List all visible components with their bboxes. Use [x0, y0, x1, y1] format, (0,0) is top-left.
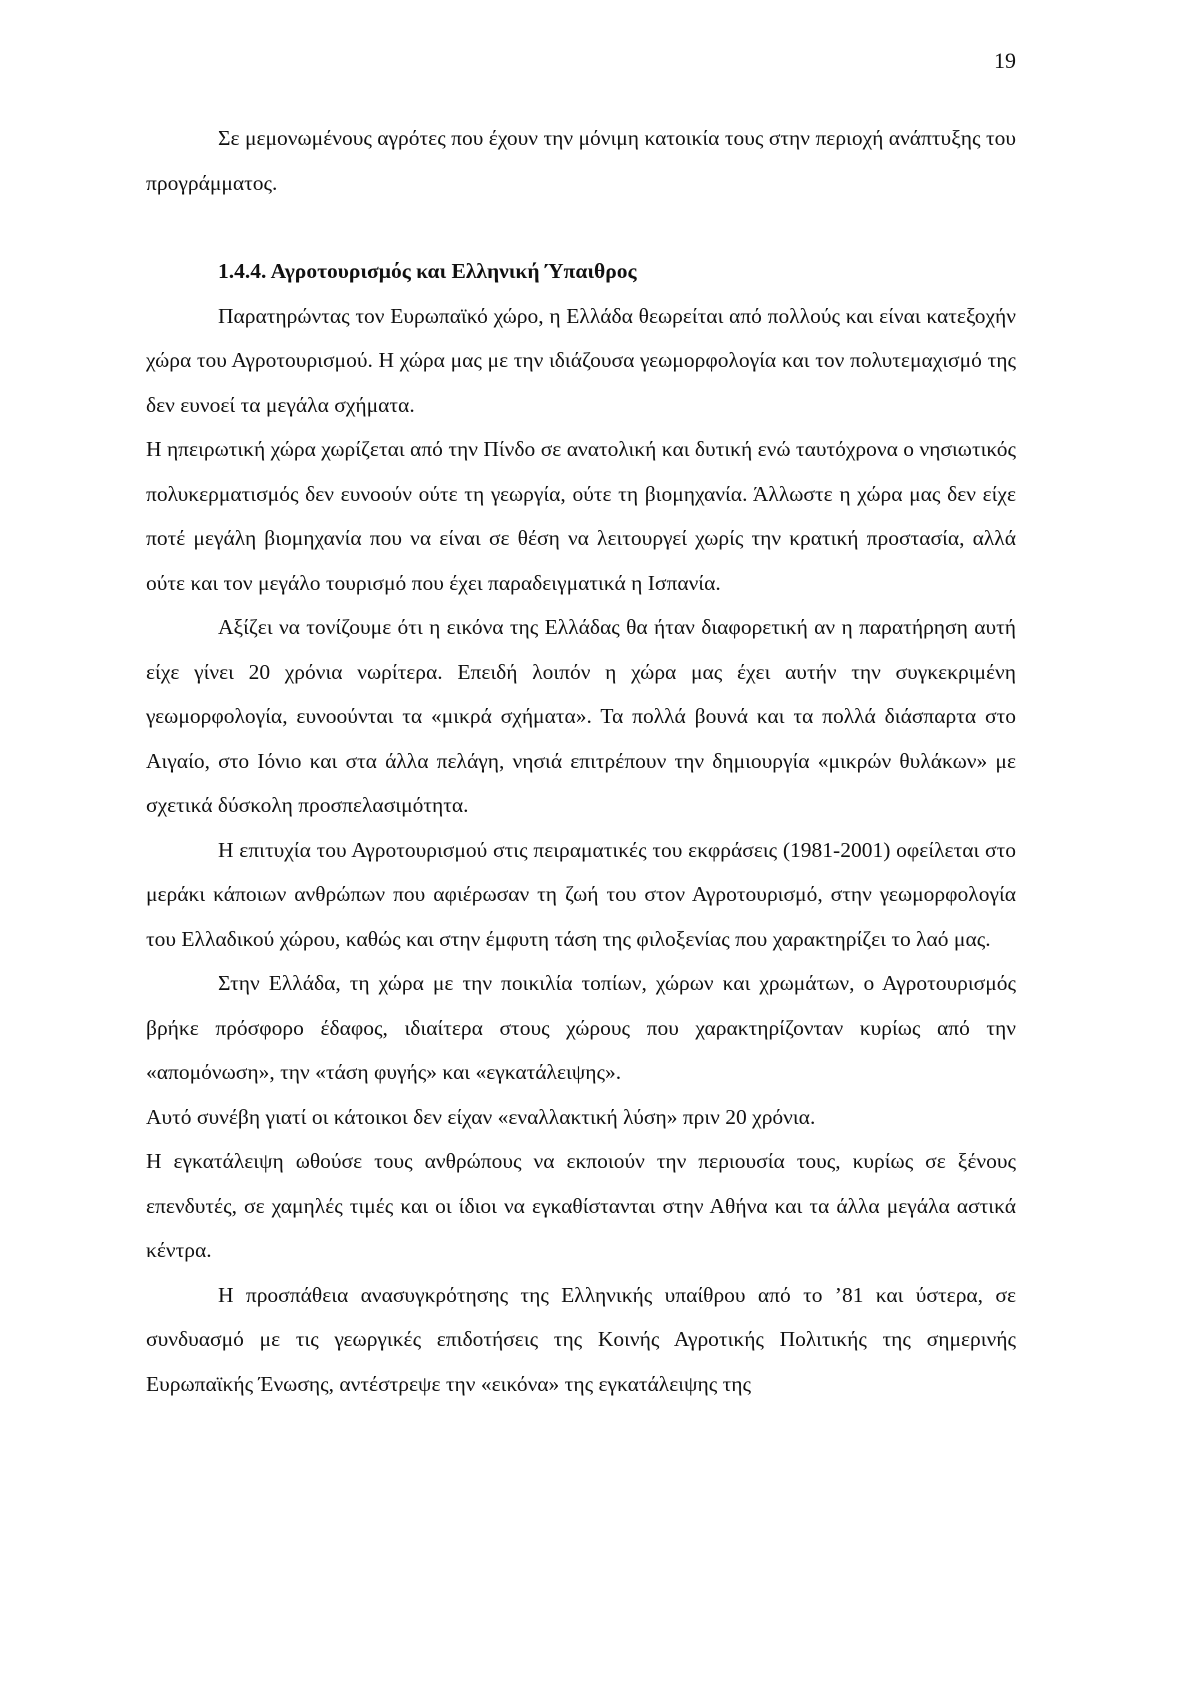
- section-heading: [146, 249, 1016, 294]
- document-body: [146, 116, 1016, 1406]
- paragraph: Η εγκατάλειψη ωθούσε τους ανθρώπους να εκποιούν την περιουσία τους, κυρίως σε ξένους επενδυτές, σε χαμηλές τιμές και οι ίδιοι να εγκαθίστανται στην Αθήνα και τα άλλα μεγάλα αστικά κέντρα.: [146, 1149, 1016, 1262]
- page-number: 19: [994, 48, 1016, 73]
- paragraph: Σε μεμονωμένους αγρότες που έχουν την μόνιμη κατοικία τους στην περιοχή ανάπτυξης του προγράμματος.: [146, 126, 1016, 195]
- paragraph: Η επιτυχία του Αγροτουρισμού στις πειραματικές του εκφράσεις (1981-2001) οφείλεται στο μεράκι κάποιων ανθρώπων που αφιέρωσαν τη ζωή του στον Αγροτουρισμό, στην γεωμορφολογία του Ελλαδικού χώρου, καθώς και στην έμφυτη τάση της φιλοξενίας που χαρακτηρίζει το λαό μας.: [146, 837, 1016, 951]
- section-title: Αγροτουρισμός και Ελληνική Ύπαιθρος: [270, 259, 637, 283]
- paragraph: Αυτό συνέβη γιατί οι κάτοικοι δεν είχαν «εναλλακτική λύση» πριν 20 χρόνια.: [146, 1104, 816, 1129]
- paragraph: Παρατηρώντας τον Ευρωπαϊκό χώρο, η Ελλάδα θεωρείται από πολλούς και είναι κατεξοχήν χώρα του Αγροτουρισμού. Η χώρα μας με την ιδιάζουσα γεωμορφολογία και τον πολυτεμαχισμό της δεν ευνοεί τα μεγάλα σχήματα.: [146, 303, 1016, 417]
- section-number: 1.4.4.: [218, 259, 267, 283]
- paragraph: Η προσπάθεια ανασυγκρότησης της Ελληνικής υπαίθρου από το ’81 και ύστερα, σε συνδυασμό με τις γεωργικές επιδοτήσεις της Κοινής Αγροτικής Πολιτικής της σημερινής Ευρωπαϊκής Ένωσης, αντέστρεψε την «εικόνα» της εγκατάλειψης της: [146, 1282, 1016, 1396]
- paragraph: Στην Ελλάδα, τη χώρα με την ποικιλία τοπίων, χώρων και χρωμάτων, ο Αγροτουρισμός βρήκε πρόσφορο έδαφος, ιδιαίτερα στους χώρους που χαρακτηρίζονταν κυρίως από την «απομόνωση», την «τάση φυγής» και «εγκατάλειψης».: [146, 971, 1016, 1084]
- paragraph: Η ηπειρωτική χώρα χωρίζεται από την Πίνδο σε ανατολική και δυτική ενώ ταυτόχρονα ο νησιωτικός πολυκερματισμός δεν ευνοούν ούτε τη γεωργία, ούτε τη βιομηχανία. Άλλωστε η χώρα μας δεν είχε ποτέ μεγάλη βιομηχανία που να είναι σε θέση να λειτουργεί χωρίς την κρατική προστασία, αλλά ούτε και τον μεγάλο τουρισμό που έχει παραδειγματικά η Ισπανία.: [146, 437, 1016, 595]
- paragraph: Αξίζει να τονίζουμε ότι η εικόνα της Ελλάδας θα ήταν διαφορετική αν η παρατήρηση αυτή είχε γίνει 20 χρόνια νωρίτερα. Επειδή λοιπόν η χώρα μας έχει αυτήν την συγκεκριμένη γεωμορφολογία, ευνοούνται τα «μικρά σχήματα». Τα πολλά βουνά και τα πολλά διάσπαρτα στο Αιγαίο, στο Ιόνιο και στα άλλα πελάγη, νησιά επιτρέπουν την δημιουργία «μικρών θυλάκων» με σχετικά δύσκολη προσπελασιμότητα.: [146, 615, 1016, 817]
